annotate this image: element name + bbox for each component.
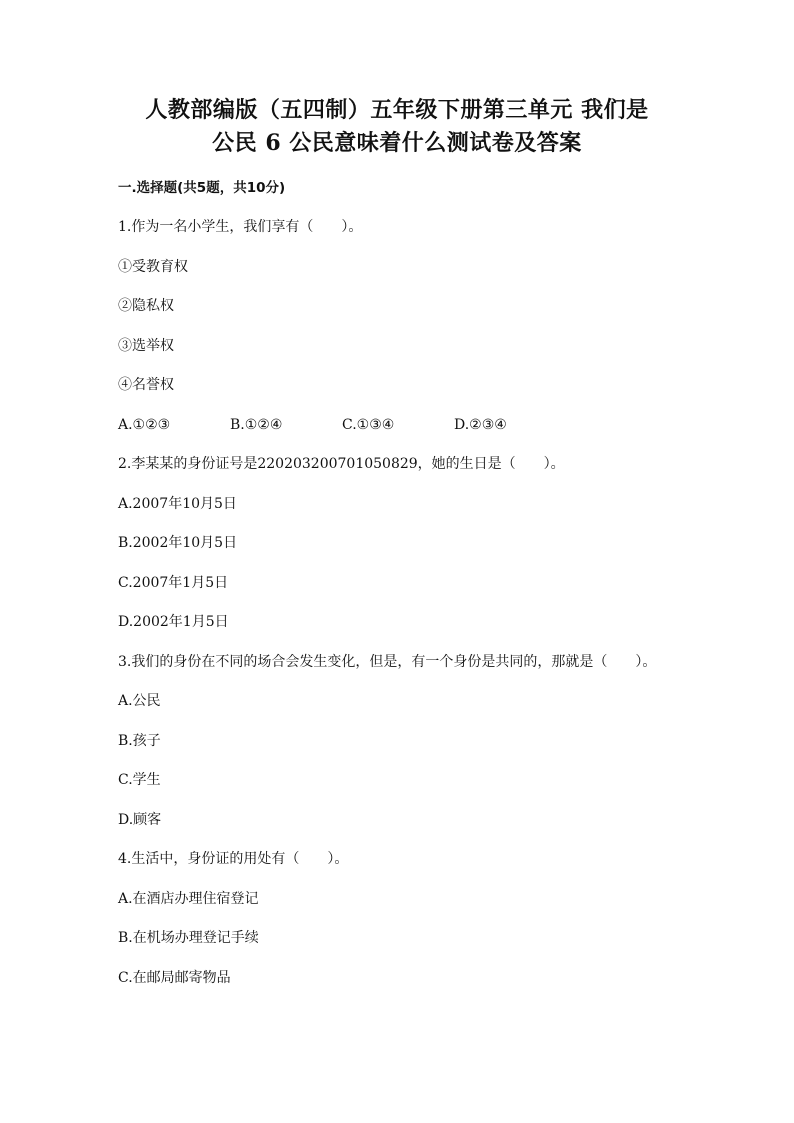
question-4-option-b: B.在机场办理登记手续 bbox=[118, 930, 259, 946]
question-2-option-b: B.2002年10月5日 bbox=[118, 535, 238, 551]
question-2-stem: 2.李某某的身份证号是220203200701050829，她的生日是（ ）。 bbox=[118, 456, 565, 472]
question-4-option-a: A.在酒店办理住宿登记 bbox=[118, 890, 259, 907]
question-2 bbox=[118, 454, 676, 632]
document-title-line-1: 人教部编版（五四制）五年级下册第三单元 我们是 bbox=[145, 97, 649, 123]
question-1-option-a: A.①②③ bbox=[118, 416, 171, 433]
question-1-statement-2: ②隐私权 bbox=[118, 298, 174, 314]
question-3 bbox=[118, 652, 676, 830]
question-2-option-d: D.2002年1月5日 bbox=[118, 614, 229, 630]
question-3-option-c: C.学生 bbox=[118, 772, 161, 788]
question-4-option-c: C.在邮局邮寄物品 bbox=[118, 969, 231, 986]
question-1-option-c: C.①③④ bbox=[342, 416, 395, 433]
question-1-option-d: D.②③④ bbox=[454, 416, 507, 433]
question-4 bbox=[118, 849, 676, 988]
question-4-stem: 4.生活中，身份证的用处有（ ）。 bbox=[118, 851, 349, 867]
question-2-option-c: C.2007年1月5日 bbox=[118, 574, 229, 591]
question-1-options bbox=[118, 415, 676, 435]
question-1-statement-4: ④名誉权 bbox=[118, 377, 174, 393]
section-heading: 一.选择题(共5题，共10分) bbox=[118, 180, 286, 196]
document-title-line-2: 公民 6 公民意味着什么测试卷及答案 bbox=[212, 130, 582, 156]
question-2-option-a: A.2007年10月5日 bbox=[118, 495, 237, 512]
question-1-statement-3: ③选举权 bbox=[118, 337, 174, 354]
document-title bbox=[118, 94, 676, 160]
question-3-option-b: B.孩子 bbox=[118, 732, 161, 749]
question-1-statement-1: ①受教育权 bbox=[118, 258, 188, 275]
question-1-option-b: B.①②④ bbox=[230, 416, 283, 433]
question-3-option-a: A.公民 bbox=[118, 693, 161, 709]
question-1 bbox=[118, 217, 676, 435]
question-3-stem: 3.我们的身份在不同的场合会发生变化，但是，有一个身份是共同的，那就是（ ）。 bbox=[118, 653, 657, 670]
question-1-stem: 1.作为一名小学生，我们享有（ ）。 bbox=[118, 219, 363, 235]
question-3-option-d: D.顾客 bbox=[118, 811, 162, 828]
